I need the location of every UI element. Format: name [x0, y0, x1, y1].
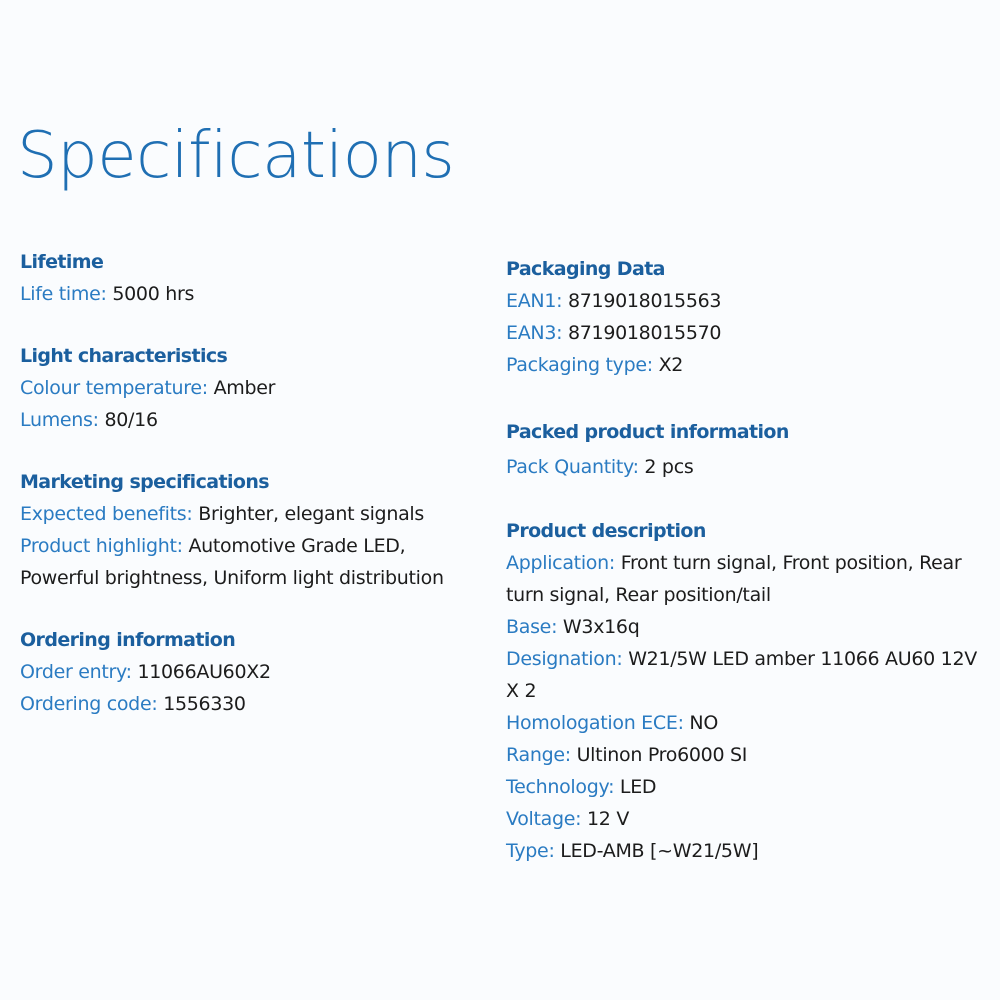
spec-row-lumens: Lumens: 80/16: [20, 409, 158, 431]
spec-label: Lumens: [20, 409, 93, 431]
section-product-description: [506, 515, 986, 867]
spec-label: Product highlight: [20, 535, 177, 557]
spec-label: Pack Quantity: [506, 456, 633, 478]
spec-label: Homologation ECE: [506, 712, 678, 734]
spec-row-ean1: EAN1: 8719018015563: [506, 290, 722, 312]
section-heading-product-description: Product description: [506, 520, 706, 542]
section-heading-marketing-specifications: Marketing specifications: [20, 471, 269, 493]
spec-value: 12 V: [587, 808, 630, 830]
spec-row-packaging-type: Packaging type: X2: [506, 354, 684, 376]
spec-value: 1556330: [163, 693, 246, 715]
spec-row-ean3: EAN3: 8719018015570: [506, 322, 722, 344]
spec-label: EAN1: [506, 290, 557, 312]
spec-label: Type: [506, 840, 549, 862]
spec-row-designation: Designation: W21/5W LED amber 11066 AU60 12V X 2: [506, 648, 977, 702]
spec-row-range: Range: Ultinon Pro6000 SI: [506, 744, 748, 766]
spec-value: 2 pcs: [644, 456, 694, 478]
spec-value: NO: [689, 712, 718, 734]
spec-row-life-time: Life time: 5000 hrs: [20, 283, 195, 305]
spec-value: 8719018015570: [567, 322, 722, 344]
spec-value: Brighter, elegant signals: [198, 503, 424, 525]
spec-row-homologation-ece: Homologation ECE: NO: [506, 712, 718, 734]
spec-value: X2: [658, 354, 684, 376]
spec-row-ordering-code: Ordering code: 1556330: [20, 693, 246, 715]
section-heading-packaging-data: Packaging Data: [506, 258, 665, 280]
section-packed-product-information: [506, 416, 986, 483]
spec-label: Designation: [506, 648, 617, 670]
spec-row-base: Base: W3x16q: [506, 616, 640, 638]
spec-label: Voltage: [506, 808, 576, 830]
spec-label: Order entry: [20, 661, 126, 683]
section-light-characteristics: [20, 340, 490, 436]
spec-row-expected-benefits: Expected benefits: Brighter, elegant signals: [20, 503, 424, 525]
spec-row-pack-quantity: Pack Quantity: 2 pcs: [506, 456, 694, 478]
spec-label: Application: [506, 552, 609, 574]
section-heading-packed-product-information: Packed product information: [506, 421, 789, 443]
spec-value: Automotive Grade LED, Powerful brightness, Uniform light distribution: [20, 535, 444, 589]
spec-row-type: Type: LED-AMB [~W21/5W]: [506, 840, 759, 862]
section-heading-ordering-information: Ordering information: [20, 629, 236, 651]
spec-row-product-highlight: Product highlight: Automotive Grade LED, Powerful brightness, Uniform light distribution: [20, 535, 444, 589]
page-title: Specifications: [17, 119, 455, 193]
section-packaging-data: [506, 253, 986, 381]
spec-label: Base: [506, 616, 552, 638]
spec-label: Ordering code: [20, 693, 152, 715]
spec-label: EAN3: [506, 322, 557, 344]
spec-value: LED: [619, 776, 657, 798]
spec-value: W21/5W LED amber 11066 AU60 12V X 2: [506, 648, 977, 702]
spec-value: 11066AU60X2: [137, 661, 271, 683]
spec-row-voltage: Voltage: 12 V: [506, 808, 630, 830]
spec-row-colour-temperature: Colour temperature: Amber: [20, 377, 276, 399]
spec-value: Front turn signal, Front position, Rear turn signal, Rear position/tail: [506, 552, 962, 606]
section-heading-light-characteristics: Light characteristics: [20, 345, 228, 367]
spec-value: 5000 hrs: [112, 283, 195, 305]
spec-value: Amber: [213, 377, 276, 399]
spec-value: 8719018015563: [567, 290, 722, 312]
specs-left-column: [20, 246, 490, 720]
section-marketing-specifications: [20, 466, 490, 594]
spec-label: Colour temperature: [20, 377, 202, 399]
spec-value: W3x16q: [562, 616, 640, 638]
spec-label: Packaging type: [506, 354, 647, 376]
spec-label: Range: [506, 744, 565, 766]
section-heading-lifetime: Lifetime: [20, 251, 104, 273]
spec-row-order-entry: Order entry: 11066AU60X2: [20, 661, 271, 683]
spec-value: LED-AMB [~W21/5W]: [560, 840, 759, 862]
spec-label: Life time: [20, 283, 101, 305]
spec-label: Expected benefits: [20, 503, 187, 525]
section-ordering-information: [20, 624, 490, 720]
section-lifetime: [20, 246, 490, 310]
specs-right-column: [506, 253, 986, 867]
spec-value: Ultinon Pro6000 SI: [576, 744, 748, 766]
spec-value: 80/16: [104, 409, 158, 431]
spec-row-technology: Technology: LED: [506, 776, 657, 798]
spec-label: Technology: [506, 776, 609, 798]
spec-row-application: Application: Front turn signal, Front position, Rear turn signal, Rear position/tail: [506, 552, 962, 606]
